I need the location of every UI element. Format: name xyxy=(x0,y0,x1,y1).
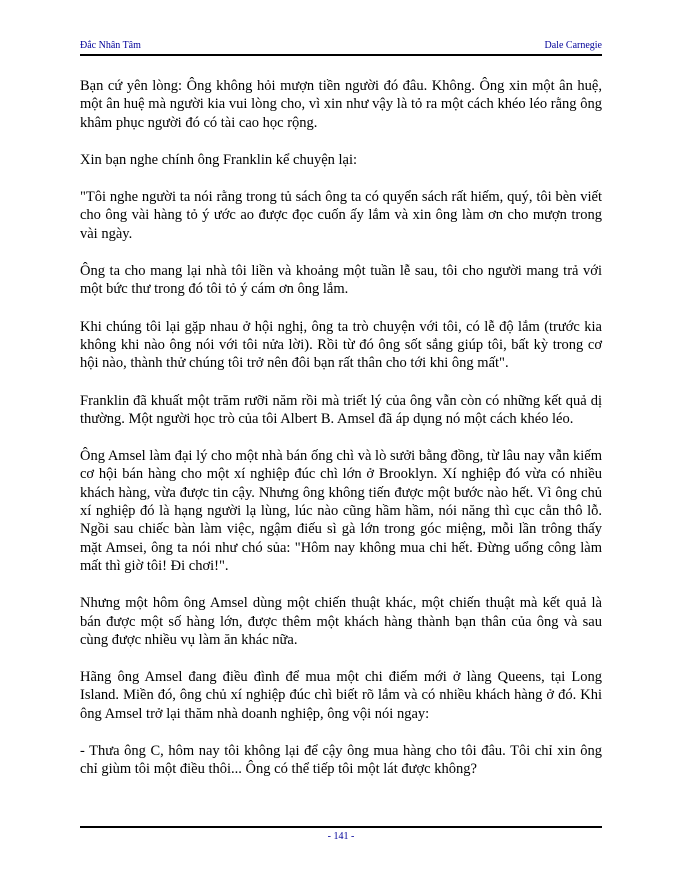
paragraph: Hãng ông Amsel đang điều đình để mua một chi điếm mới ở làng Queens, tại Long Island. Miền đó, ông chủ xí nghiệp đúc chì biết rõ lắm và có nhiều khách hàng ở đó. Khi ông Amsel trở lại thăm nhà doanh nghiệp, ông vội nói ngay: xyxy=(80,669,602,722)
page-body xyxy=(80,77,602,798)
paragraph: Ông Amsel làm đại lý cho một nhà bán ống chì và lò sưởi bằng đồng, từ lâu nay vẫn kiếm cơ hội bán hàng cho một xí nghiệp đúc chì lớn ở Brooklyn. Xí nghiệp đó vừa có nhiều khách hàng, vừa được tin cậy. Nhưng ông không tiến được một bước nào hết. Vì ông chủ xí nghiệp đó là hạng người lạ lùng, lúc nào cũng hầm hầm, nói năng thì cục cằn thô lỗ. Ngồi sau chiếc bàn làm việc, ngậm điếu sì gà lớn trong góc miệng, mỗi lần trông thấy mặt Amsei, ông ta nói như chó sủa: "Hôm nay không mua chi hết. Đừng uổng công làm mất thì giờ tôi! Đi chơi!". xyxy=(80,448,602,574)
paragraph: - Thưa ông C, hôm nay tôi không lại để cậy ông mua hàng cho tôi đâu. Tôi chỉ xin ông chỉ giùm tôi một điều thôi... Ông có thể tiếp tôi một lát được không? xyxy=(80,743,602,778)
header-author: Dale Carnegie xyxy=(544,40,602,51)
header-book-title: Đắc Nhân Tâm xyxy=(80,40,141,51)
paragraph: Khi chúng tôi lại gặp nhau ở hội nghị, ông ta trò chuyện với tôi, có lễ độ lắm (trước kia không khi nào ông nói với tôi nửa lời). Rồi từ đó ông sốt sắng giúp tôi, bất kỳ trong cơ hội nào, thành thử chúng tôi trở nên đôi bạn rất thân cho tới khi ông mất". xyxy=(80,318,602,372)
paragraph: Bạn cứ yên lòng: Ông không hỏi mượn tiền người đó đâu. Không. Ông xin một ân huệ, một ân huệ mà người kia vui lòng cho, vì xin như vậy là tỏ ra một cách khéo léo rằng ông khâm phục người đó có tài cao học rộng. xyxy=(80,78,602,131)
page-footer xyxy=(80,826,602,844)
page-header xyxy=(80,40,602,56)
page-number: - 141 - xyxy=(327,831,355,842)
paragraph: Xin bạn nghe chính ông Franklin kể chuyện lại: xyxy=(80,151,358,168)
paragraph: Ông ta cho mang lại nhà tôi liền và khoảng một tuần lễ sau, tôi cho người mang trả với một bức thư trong đó tôi tỏ ý cám ơn ông lắm. xyxy=(80,263,602,298)
paragraph: Nhưng một hôm ông Amsel dùng một chiến thuật khác, một chiến thuật mà kết quả là bán được một số hàng lớn, được thêm một khách hàng thành bạn thân của ông và sau cùng được nhiều vụ làm ăn khác nữa. xyxy=(80,595,602,648)
paragraph: Franklin đã khuất một trăm rưỡi năm rồi mà triết lý của ông vẫn còn có những kết quả dị thường. Một người học trò của tôi Albert B. Amsel đã áp dụng nó một cách khéo léo. xyxy=(80,392,602,427)
paragraph: "Tôi nghe người ta nói rằng trong tủ sách ông ta có quyển sách rất hiếm, quý, tôi bèn viết cho ông vài hàng tỏ ý ước ao được đọc cuốn ấy lắm và xin ông làm ơn cho mượn trong vài ngày. xyxy=(80,189,602,242)
